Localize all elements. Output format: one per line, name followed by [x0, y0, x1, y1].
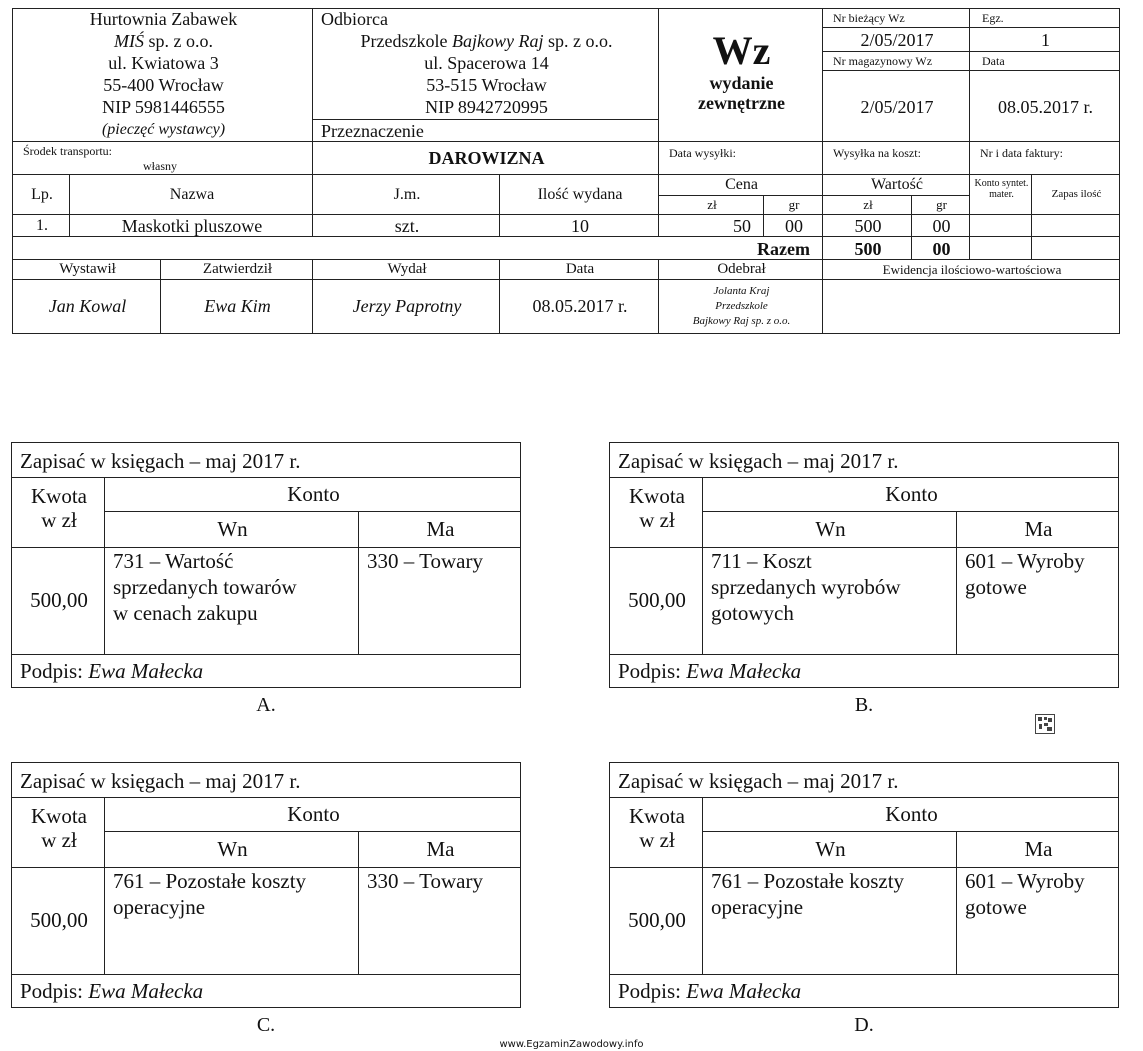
th-value-label: Wartość	[870, 176, 924, 193]
wn-header	[104, 511, 359, 548]
data-cell	[969, 70, 1120, 142]
th-lp	[12, 174, 70, 215]
ma-line-2: gotowe	[965, 575, 1027, 599]
konto-label: Konto	[287, 482, 340, 506]
nr-mag-label-cell	[822, 51, 970, 71]
ma-header	[956, 511, 1119, 548]
issuer-street: ul. Kwiatowa 3	[108, 53, 219, 73]
kwota-label-2: w zł	[639, 828, 675, 852]
th-price-zl	[658, 195, 764, 215]
recipient-city: 53-515 Wrocław	[426, 75, 547, 95]
ma-line-1: 330 – Towary	[367, 549, 483, 573]
ma-label: Ma	[426, 517, 455, 541]
recipient-suffix: sp. z o.o.	[543, 31, 613, 51]
total-gr: 00	[932, 239, 951, 259]
option-title: Zapisać w księgach – maj 2017 r.	[618, 449, 899, 473]
wn-line-2: sprzedanych wyrobów	[711, 575, 901, 599]
th-konto	[969, 174, 1032, 215]
option-letter-c[interactable]: C.	[256, 1014, 276, 1036]
th-value	[822, 174, 970, 196]
th-value-zl	[822, 195, 912, 215]
kwota-label-2: w zł	[41, 508, 77, 532]
sign-cell	[11, 654, 521, 688]
th-price-gr-label: gr	[788, 197, 800, 212]
sign-date-label-cell	[499, 259, 659, 280]
wn-line-1: 731 – Wartość	[113, 549, 234, 573]
wn-header	[702, 511, 957, 548]
transport-value: własny	[143, 159, 177, 173]
sign-released: Jerzy Paprotny	[352, 296, 462, 316]
ma-line-1: 601 – Wyroby	[965, 869, 1085, 893]
sign-date-cell	[499, 279, 659, 334]
kwota-label-1: Kwota	[629, 804, 685, 828]
table-row-val-gr	[911, 214, 970, 237]
ship-date-label: Data wysyłki:	[669, 146, 736, 160]
konto-label: Konto	[287, 802, 340, 826]
issuer-cell	[12, 8, 313, 142]
sign-cell	[11, 974, 521, 1008]
amount: 500,00	[628, 588, 686, 612]
option-letter-d[interactable]: D.	[854, 1014, 874, 1036]
transport-cell	[12, 141, 313, 175]
kwota-header	[609, 477, 703, 548]
egz-label: Egz.	[982, 11, 1004, 25]
th-name	[69, 174, 313, 215]
row-price-zl: 50	[733, 216, 751, 236]
sign-released-cell	[312, 279, 500, 334]
table-row-val-zl	[822, 214, 912, 237]
th-name-label: Nazwa	[169, 186, 215, 203]
th-qty	[499, 174, 659, 215]
sign-received-label: Odebrał	[717, 261, 766, 277]
nr-biezacy-cell	[822, 27, 970, 52]
kwota-header	[11, 797, 105, 868]
th-zapas	[1031, 174, 1120, 215]
option-box-c[interactable]	[11, 762, 521, 1008]
nr-mag: 2/05/2017	[860, 97, 934, 117]
sign-date: 08.05.2017 r.	[532, 296, 628, 316]
ma-line-1: 601 – Wyroby	[965, 549, 1085, 573]
kwota-label-2: w zł	[639, 508, 675, 532]
th-lp-label: Lp.	[31, 186, 53, 203]
egz-label-cell	[969, 8, 1120, 28]
sign-issued-label-cell	[12, 259, 161, 280]
sign-label: Podpis:	[20, 979, 89, 1003]
sign-name: Ewa Małecka	[686, 979, 802, 1003]
option-letter-b[interactable]: B.	[854, 694, 874, 716]
option-letter-a[interactable]: A.	[256, 694, 276, 716]
table-row-name	[69, 214, 313, 237]
option-box-d[interactable]	[609, 762, 1119, 1008]
ma-cell	[358, 867, 521, 975]
th-qty-label: Ilość wydana	[537, 186, 623, 203]
option-title: Zapisać w księgach – maj 2017 r.	[20, 449, 301, 473]
sign-name: Ewa Małecka	[88, 659, 204, 683]
evidence-label: Ewidencja ilościowo-wartościowa	[882, 262, 1062, 277]
th-konto-label: Konto syntet. mater.	[974, 178, 1029, 200]
ma-header	[358, 831, 521, 868]
wn-line-2: operacyjne	[113, 895, 206, 919]
table-row-price-zl	[658, 214, 764, 237]
sign-issued: Jan Kowal	[48, 296, 127, 316]
purpose-label: Przeznaczenie	[321, 121, 424, 141]
egz: 1	[1041, 30, 1050, 50]
table-row-konto	[969, 214, 1032, 237]
sign-cell	[609, 974, 1119, 1008]
kwota-label-1: Kwota	[31, 804, 87, 828]
invoice-label: Nr i data faktury:	[980, 146, 1063, 160]
option-title: Zapisać w księgach – maj 2017 r.	[618, 769, 899, 793]
wn-label: Wn	[217, 517, 248, 541]
recipient-label: Odbiorca	[321, 9, 388, 29]
recipient-nip: NIP 8942720995	[425, 97, 548, 117]
sign-received-3: Bajkowy Raj sp. z o.o.	[692, 315, 791, 327]
konto-header	[104, 797, 521, 832]
ma-line-2: gotowe	[965, 895, 1027, 919]
issuer-line1: Hurtownia Zabawek	[89, 9, 238, 29]
row-unit: szt.	[394, 216, 420, 236]
data-label-cell	[969, 51, 1120, 71]
ma-cell	[358, 547, 521, 655]
doc-title-cell	[658, 8, 823, 142]
recipient-street: ul. Spacerowa 14	[424, 53, 549, 73]
transport-label: Środek transportu:	[23, 144, 112, 158]
row-name: Maskotki pluszowe	[121, 216, 263, 236]
amount: 500,00	[30, 908, 88, 932]
row-price-gr: 00	[785, 216, 803, 236]
ma-label: Ma	[1024, 517, 1053, 541]
total-zl-cell	[822, 236, 912, 260]
recipient-name-italic: Bajkowy Raj	[451, 31, 544, 51]
ma-cell	[956, 547, 1119, 655]
sign-received-1: Jolanta Kraj	[713, 285, 770, 297]
row-qty: 10	[571, 216, 589, 236]
issuer-city: 55-400 Wrocław	[103, 75, 224, 95]
wn-label: Wn	[217, 837, 248, 861]
total-label-cell	[12, 236, 823, 260]
recipient-cell	[312, 8, 659, 120]
sign-approved-label-cell	[160, 259, 313, 280]
wn-label: Wn	[815, 837, 846, 861]
table-row-unit	[312, 214, 500, 237]
recipient-prefix: Przedszkole	[360, 31, 452, 51]
sign-released-label: Wydał	[387, 261, 427, 277]
table-row-lp	[12, 214, 70, 237]
wn-cell	[104, 867, 359, 975]
doc-date: 08.05.2017 r.	[997, 97, 1093, 117]
kwota-label-2: w zł	[41, 828, 77, 852]
konto-label: Konto	[885, 482, 938, 506]
table-row-price-gr	[763, 214, 823, 237]
th-price-label: Cena	[725, 176, 758, 193]
th-zapas-label: Zapas ilość	[1051, 188, 1102, 200]
nr-biezacy-label-cell	[822, 8, 970, 28]
wn-header	[104, 831, 359, 868]
option-title: Zapisać w księgach – maj 2017 r.	[20, 769, 301, 793]
ma-header	[358, 511, 521, 548]
amount-cell	[11, 867, 105, 975]
th-price	[658, 174, 823, 196]
row-lp: 1.	[36, 217, 48, 234]
wn-cell	[104, 547, 359, 655]
qr-code-icon	[1035, 714, 1055, 734]
ma-header	[956, 831, 1119, 868]
th-price-zl-label: zł	[707, 197, 717, 212]
amount-cell	[609, 547, 703, 655]
ma-label: Ma	[426, 837, 455, 861]
ship-cost-label: Wysyłka na koszt:	[833, 146, 921, 160]
ship-date-cell	[658, 141, 823, 175]
kwota-label-1: Kwota	[629, 484, 685, 508]
wn-cell	[702, 547, 957, 655]
wn-line-2: operacyjne	[711, 895, 804, 919]
wn-line-3: gotowych	[711, 601, 794, 625]
konto-header	[702, 477, 1119, 512]
wn-line-1: 711 – Koszt	[711, 549, 812, 573]
wn-line-3: w cenach zakupu	[113, 601, 258, 625]
row-val-zl: 500	[854, 216, 882, 236]
option-title-cell	[11, 442, 521, 478]
purpose-value: DAROWIZNA	[428, 148, 545, 168]
doc-code: Wz	[712, 28, 771, 73]
wn-label: Wn	[815, 517, 846, 541]
sign-cell	[609, 654, 1119, 688]
sign-date-label: Data	[565, 261, 595, 277]
purpose-label-cell	[312, 119, 659, 142]
option-title-cell	[609, 442, 1119, 478]
wn-line-1: 761 – Pozostałe koszty	[113, 869, 307, 893]
nr-biezacy: 2/05/2017	[860, 30, 934, 50]
ship-cost-cell	[822, 141, 970, 175]
th-unit	[312, 174, 500, 215]
issuer-nip: NIP 5981446555	[102, 97, 225, 117]
kwota-label-1: Kwota	[31, 484, 87, 508]
nr-biezacy-label: Nr bieżący Wz	[833, 11, 905, 25]
data-label: Data	[982, 54, 1005, 68]
option-title-cell	[11, 762, 521, 798]
sign-issued-cell	[12, 279, 161, 334]
th-price-gr	[763, 195, 823, 215]
sign-approved: Ewa Kim	[204, 296, 271, 316]
evidence-label-cell	[822, 259, 1120, 280]
kwota-header	[609, 797, 703, 868]
option-box-a[interactable]	[11, 442, 521, 688]
purpose-value-cell	[312, 141, 659, 175]
konto-header	[104, 477, 521, 512]
doc-name2: zewnętrzne	[698, 93, 785, 113]
sign-label: Podpis:	[618, 659, 687, 683]
issuer-line2	[13, 31, 313, 51]
table-row-qty	[499, 214, 659, 237]
sign-name: Ewa Małecka	[686, 659, 802, 683]
option-title-cell	[609, 762, 1119, 798]
total-zapas-cell	[1031, 236, 1120, 260]
th-value-gr	[911, 195, 970, 215]
ma-line-1: 330 – Towary	[367, 869, 483, 893]
amount: 500,00	[628, 908, 686, 932]
table-row-zapas	[1031, 214, 1120, 237]
evidence-cell	[822, 279, 1120, 334]
konto-header	[702, 797, 1119, 832]
invoice-cell	[969, 141, 1120, 175]
ma-cell	[956, 867, 1119, 975]
wn-line-1: 761 – Pozostałe koszty	[711, 869, 905, 893]
total-gr-cell	[911, 236, 970, 260]
sign-released-label-cell	[312, 259, 500, 280]
wn-header	[702, 831, 957, 868]
amount-cell	[609, 867, 703, 975]
th-unit-label: J.m.	[393, 186, 421, 203]
konto-label: Konto	[885, 802, 938, 826]
sign-issued-label: Wystawił	[59, 261, 116, 277]
nr-mag-label: Nr magazynowy Wz	[833, 54, 933, 68]
wn-cell	[702, 867, 957, 975]
issuer-form: sp. z o.o.	[144, 31, 213, 51]
sign-received-cell	[658, 279, 823, 334]
recipient-name	[313, 31, 659, 51]
footer-url[interactable]: www.EgzaminZawodowy.info	[499, 1039, 644, 1050]
total-zl: 500	[854, 239, 882, 259]
th-value-zl-label: zł	[863, 197, 873, 212]
sign-approved-cell	[160, 279, 313, 334]
sign-label: Podpis:	[618, 979, 687, 1003]
th-value-gr-label: gr	[936, 197, 947, 212]
ma-label: Ma	[1024, 837, 1053, 861]
sign-received-2: Przedszkole	[715, 300, 768, 312]
sign-received-label-cell	[658, 259, 823, 280]
total-konto-cell	[969, 236, 1032, 260]
issuer-name: MIŚ	[114, 31, 144, 51]
sign-approved-label: Zatwierdził	[202, 261, 273, 277]
sign-label: Podpis:	[20, 659, 89, 683]
egz-cell	[969, 27, 1120, 52]
nr-mag-cell	[822, 70, 970, 142]
kwota-header	[11, 477, 105, 548]
wn-line-2: sprzedanych towarów	[113, 575, 297, 599]
issuer-stamp-note: (pieczęć wystawcy)	[101, 121, 226, 138]
sign-name: Ewa Małecka	[88, 979, 204, 1003]
row-val-gr: 00	[932, 216, 951, 236]
total-label: Razem	[757, 239, 810, 259]
amount-cell	[11, 547, 105, 655]
doc-name1: wydanie	[709, 73, 774, 93]
amount: 500,00	[30, 588, 88, 612]
option-box-b[interactable]	[609, 442, 1119, 688]
wz-document	[12, 8, 1120, 334]
